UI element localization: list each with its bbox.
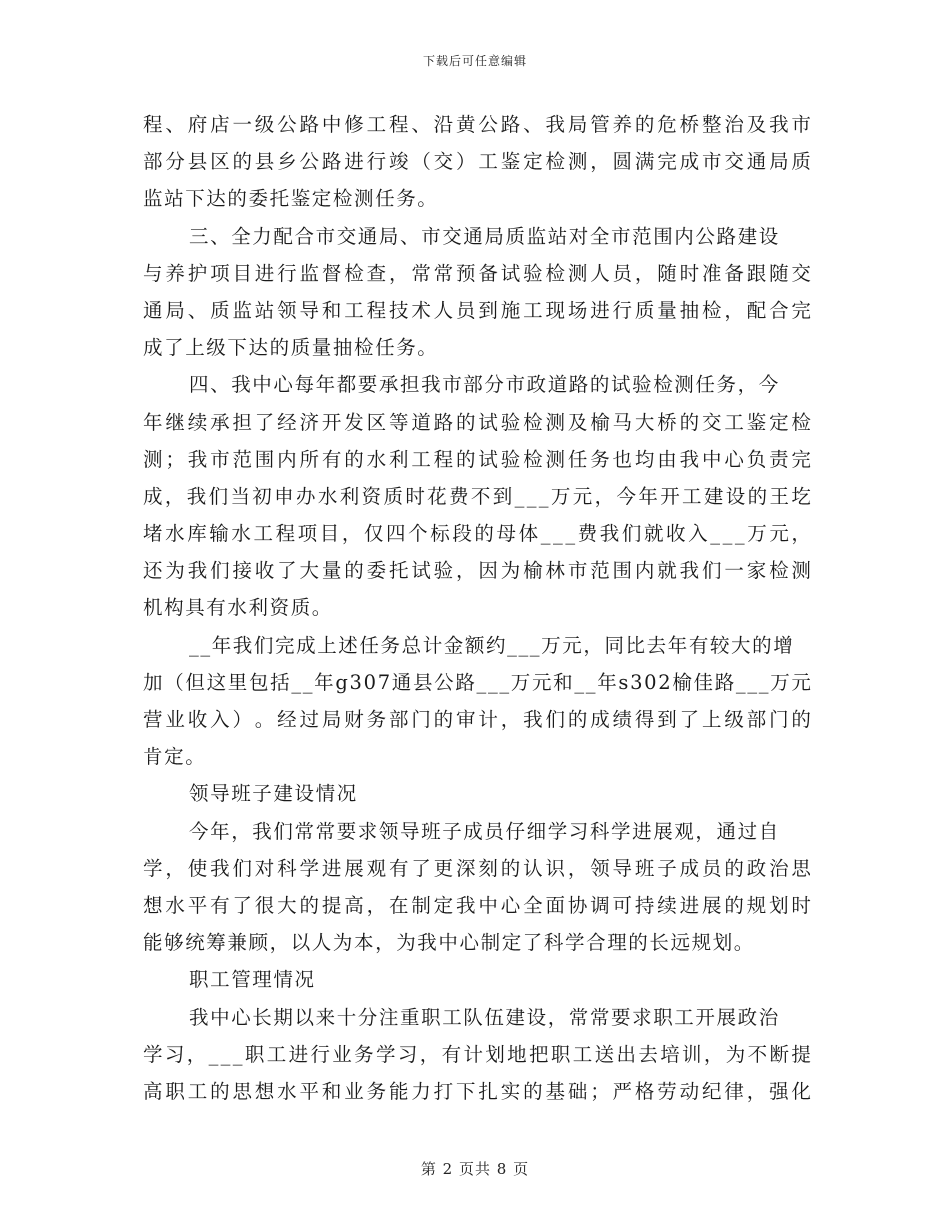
text-line: 年 继 续 承 担 了 经 济 开 发 区 等 道 路 的 试 验 检 测 及 榆 马 大 桥 的 交 工 鉴 定 检 [143,410,811,434]
paragraph-start-line: 三、全力配合市交通局、市交通局质监站对全市范围内公路建设 [189,224,780,248]
text-line: 部 分 县 区 的 县 乡 公 路 进 行 竣 （ 交 ） 工 鉴 定 检 测 ， 圆 满 完 成 市 交 通 局 质 [143,150,811,174]
text-line: 肯定。 [143,745,207,769]
text-line: 还 为 我 们 接 收 了 大 量 的 委 托 试 验 ， 因 为 榆 林 市 范 围 内 就 我 们 一 家 检 测 [143,559,811,583]
text-line: 想 水 平 有 了 很 大 的 提 高 ， 在 制 定 我 中 心 全 面 协 调 可 持 续 进 展 的 规 划 时 [143,893,811,917]
text-line: 成了上级下达的质量抽检任务。 [143,336,439,360]
page-header: 下载后可任意编辑 [422,54,527,68]
text-line: 程 、 府 店 一 级 公 路 中 修 工 程 、 沿 黄 公 路 、 我 局 管 养 的 危 桥 整 治 及 我 市 [143,113,811,136]
paragraph-start-line: 今年，我们常常要求领导班子成员仔细学习科学进展观，通过自 [189,819,780,843]
text-line: 机构具有水利资质。 [143,596,333,620]
text-line: 通 局 、 质 监 站 领 导 和 工 程 技 术 人 员 到 施 工 现 场 进 行 质 量 抽 检 ， 配 合 完 [143,298,811,322]
text-line: 加 （ 但 这 里 包 括 _ _ 年 g 3 0 7 通 县 公 路 _ _ _ 万 元 和 _ _ 年 s 3 0 2 榆 佳 路 _ _ _ 万 元 [143,670,811,694]
document-body [143,106,811,1110]
paragraph-start-line: __年我们完成上述任务总计金额约___万元，同比去年有较大的增 [189,633,795,657]
text-line: 能够统筹兼顾，以人为本，为我中心制定了科学合理的长远规划。 [143,931,755,955]
text-line: 高 职 工 的 思 想 水 平 和 业 务 能 力 打 下 扎 实 的 基 础 ； 严 格 劳 动 纪 律 ， 强 化 [143,1079,811,1103]
text-line: 学 ， 使 我 们 对 科 学 进 展 观 有 了 更 深 刻 的 认 识 ， 领 导 班 子 成 员 的 政 治 思 [143,856,811,880]
text-line: 与 养 护 项 目 进 行 监 督 检 查 ， 常 常 预 备 试 验 检 测 人 员 ， 随 时 准 备 跟 随 交 [143,261,811,285]
text-line: 测 ； 我 市 范 围 内 所 有 的 水 利 工 程 的 试 验 检 测 任 务 也 均 由 我 中 心 负 责 完 [143,447,811,471]
paragraph-start-line: 我中心长期以来十分注重职工队伍建设，常常要求职工开展政治 [189,1005,780,1029]
text-line: 营 业 收 入 ） 。 经 过 局 财 务 部 门 的 审 计 ， 我 们 的 成 绩 得 到 了 上 级 部 门 的 [143,708,811,731]
section-heading: 领导班子建设情况 [189,782,358,806]
section-heading: 职工管理情况 [189,968,316,992]
paragraph-start-line: 四、我中心每年都要承担我市部分市政道路的试验检测任务，今 [189,373,780,397]
page-footer: 第 2 页共 8 页 [420,1160,530,1178]
text-line: 堵 水 库 输 水 工 程 项 目 ， 仅 四 个 标 段 的 母 体 _ _ _ 费 我 们 就 收 入 _ _ _ 万 元 ， [143,522,811,546]
text-line: 成 ， 我 们 当 初 申 办 水 利 资 质 时 花 费 不 到 _ _ _ 万 元 ， 今 年 开 工 建 设 的 王 圪 [143,484,811,508]
text-line: 学 习 ， _ _ _ 职 工 进 行 业 务 学 习 ， 有 计 划 地 把 职 工 送 出 去 培 训 ， 为 不 断 提 [143,1042,811,1066]
text-line: 监站下达的委托鉴定检测任务。 [143,187,439,211]
